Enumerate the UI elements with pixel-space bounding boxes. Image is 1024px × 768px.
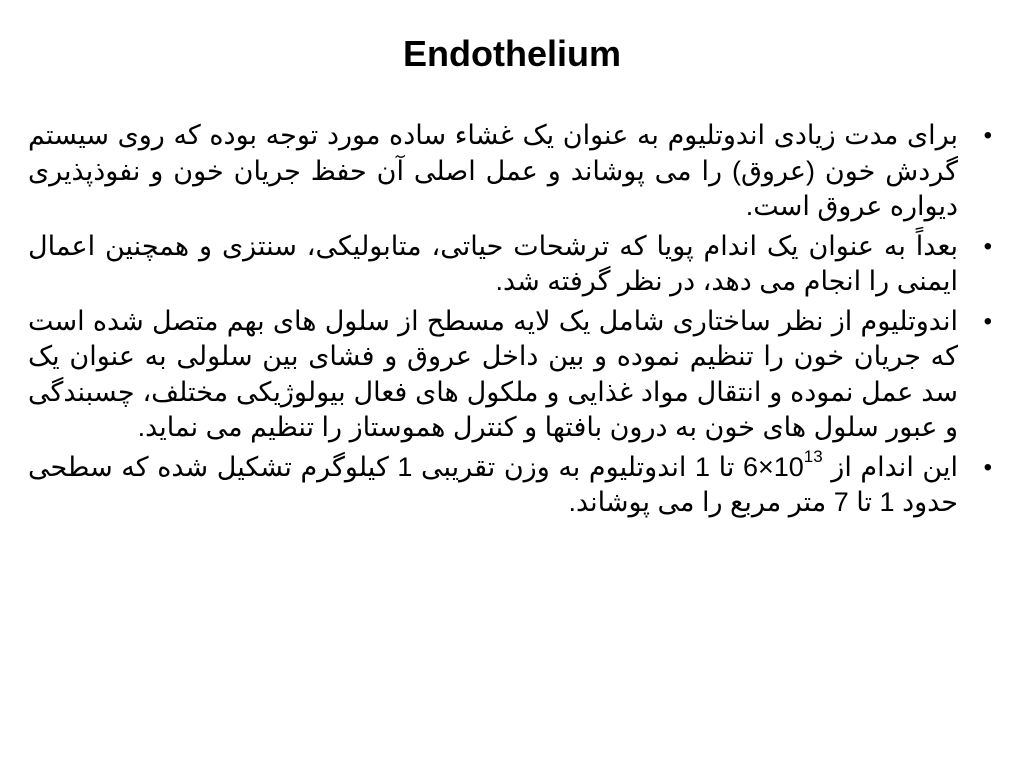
bullet-text: اندوتلیوم از نظر ساختاری شامل یک لایه مسطح از سلول های بهم متصل شده است که جریان خون را تنظیم نموده و بین داخل عروق و فشای بین سلولی به عنوان یک سد عمل نموده و انتقال مواد غذایی و ملکول های فعال بیولوژیکی مختلف، چسبندگی و عبور سلول های خون به درون بافتها و کنترل هموستاز را تنظیم می نماید. <box>28 305 958 442</box>
bullet-dot-icon: • <box>983 453 992 481</box>
bullet-item-1 <box>28 118 996 225</box>
bullet-dot-icon: • <box>983 307 992 335</box>
bullet-item-4 <box>28 446 996 521</box>
slide-title: Endothelium <box>403 33 621 74</box>
bullet-text: برای مدت زیادی اندوتلیوم به عنوان یک غشاء ساده مورد توجه بوده که روی سیستم گردش خون (عروق) را می پوشاند و عمل اصلی آن حفظ جریان خون و نفوذپذیری دیواره عروق است. <box>28 120 958 221</box>
bullet-text-prefix: این اندام از <box>822 451 958 482</box>
formula-base: 6×10 <box>742 451 804 482</box>
bullet-dot-icon: • <box>983 122 992 149</box>
bullet-item-3 <box>28 304 996 446</box>
formula <box>742 446 823 482</box>
bullet-dot-icon: • <box>983 232 992 260</box>
bullet-text-suffix: تا 1 اندوتلیوم به وزن تقریبی 1 کیلوگرم تشکیل شده که سطحی حدود 1 تا 7 متر مربع را می پوشاند. <box>28 451 958 517</box>
bullet-item-2 <box>28 229 996 300</box>
formula-exponent: 13 <box>803 446 823 466</box>
bullet-list <box>28 118 996 525</box>
bullet-text: بعداً به عنوان یک اندام پویا که ترشحات حیاتی، متابولیکی، سنتزی و همچنین اعمال ایمنی را انجام می دهد، در نظر گرفته شد. <box>28 230 958 296</box>
